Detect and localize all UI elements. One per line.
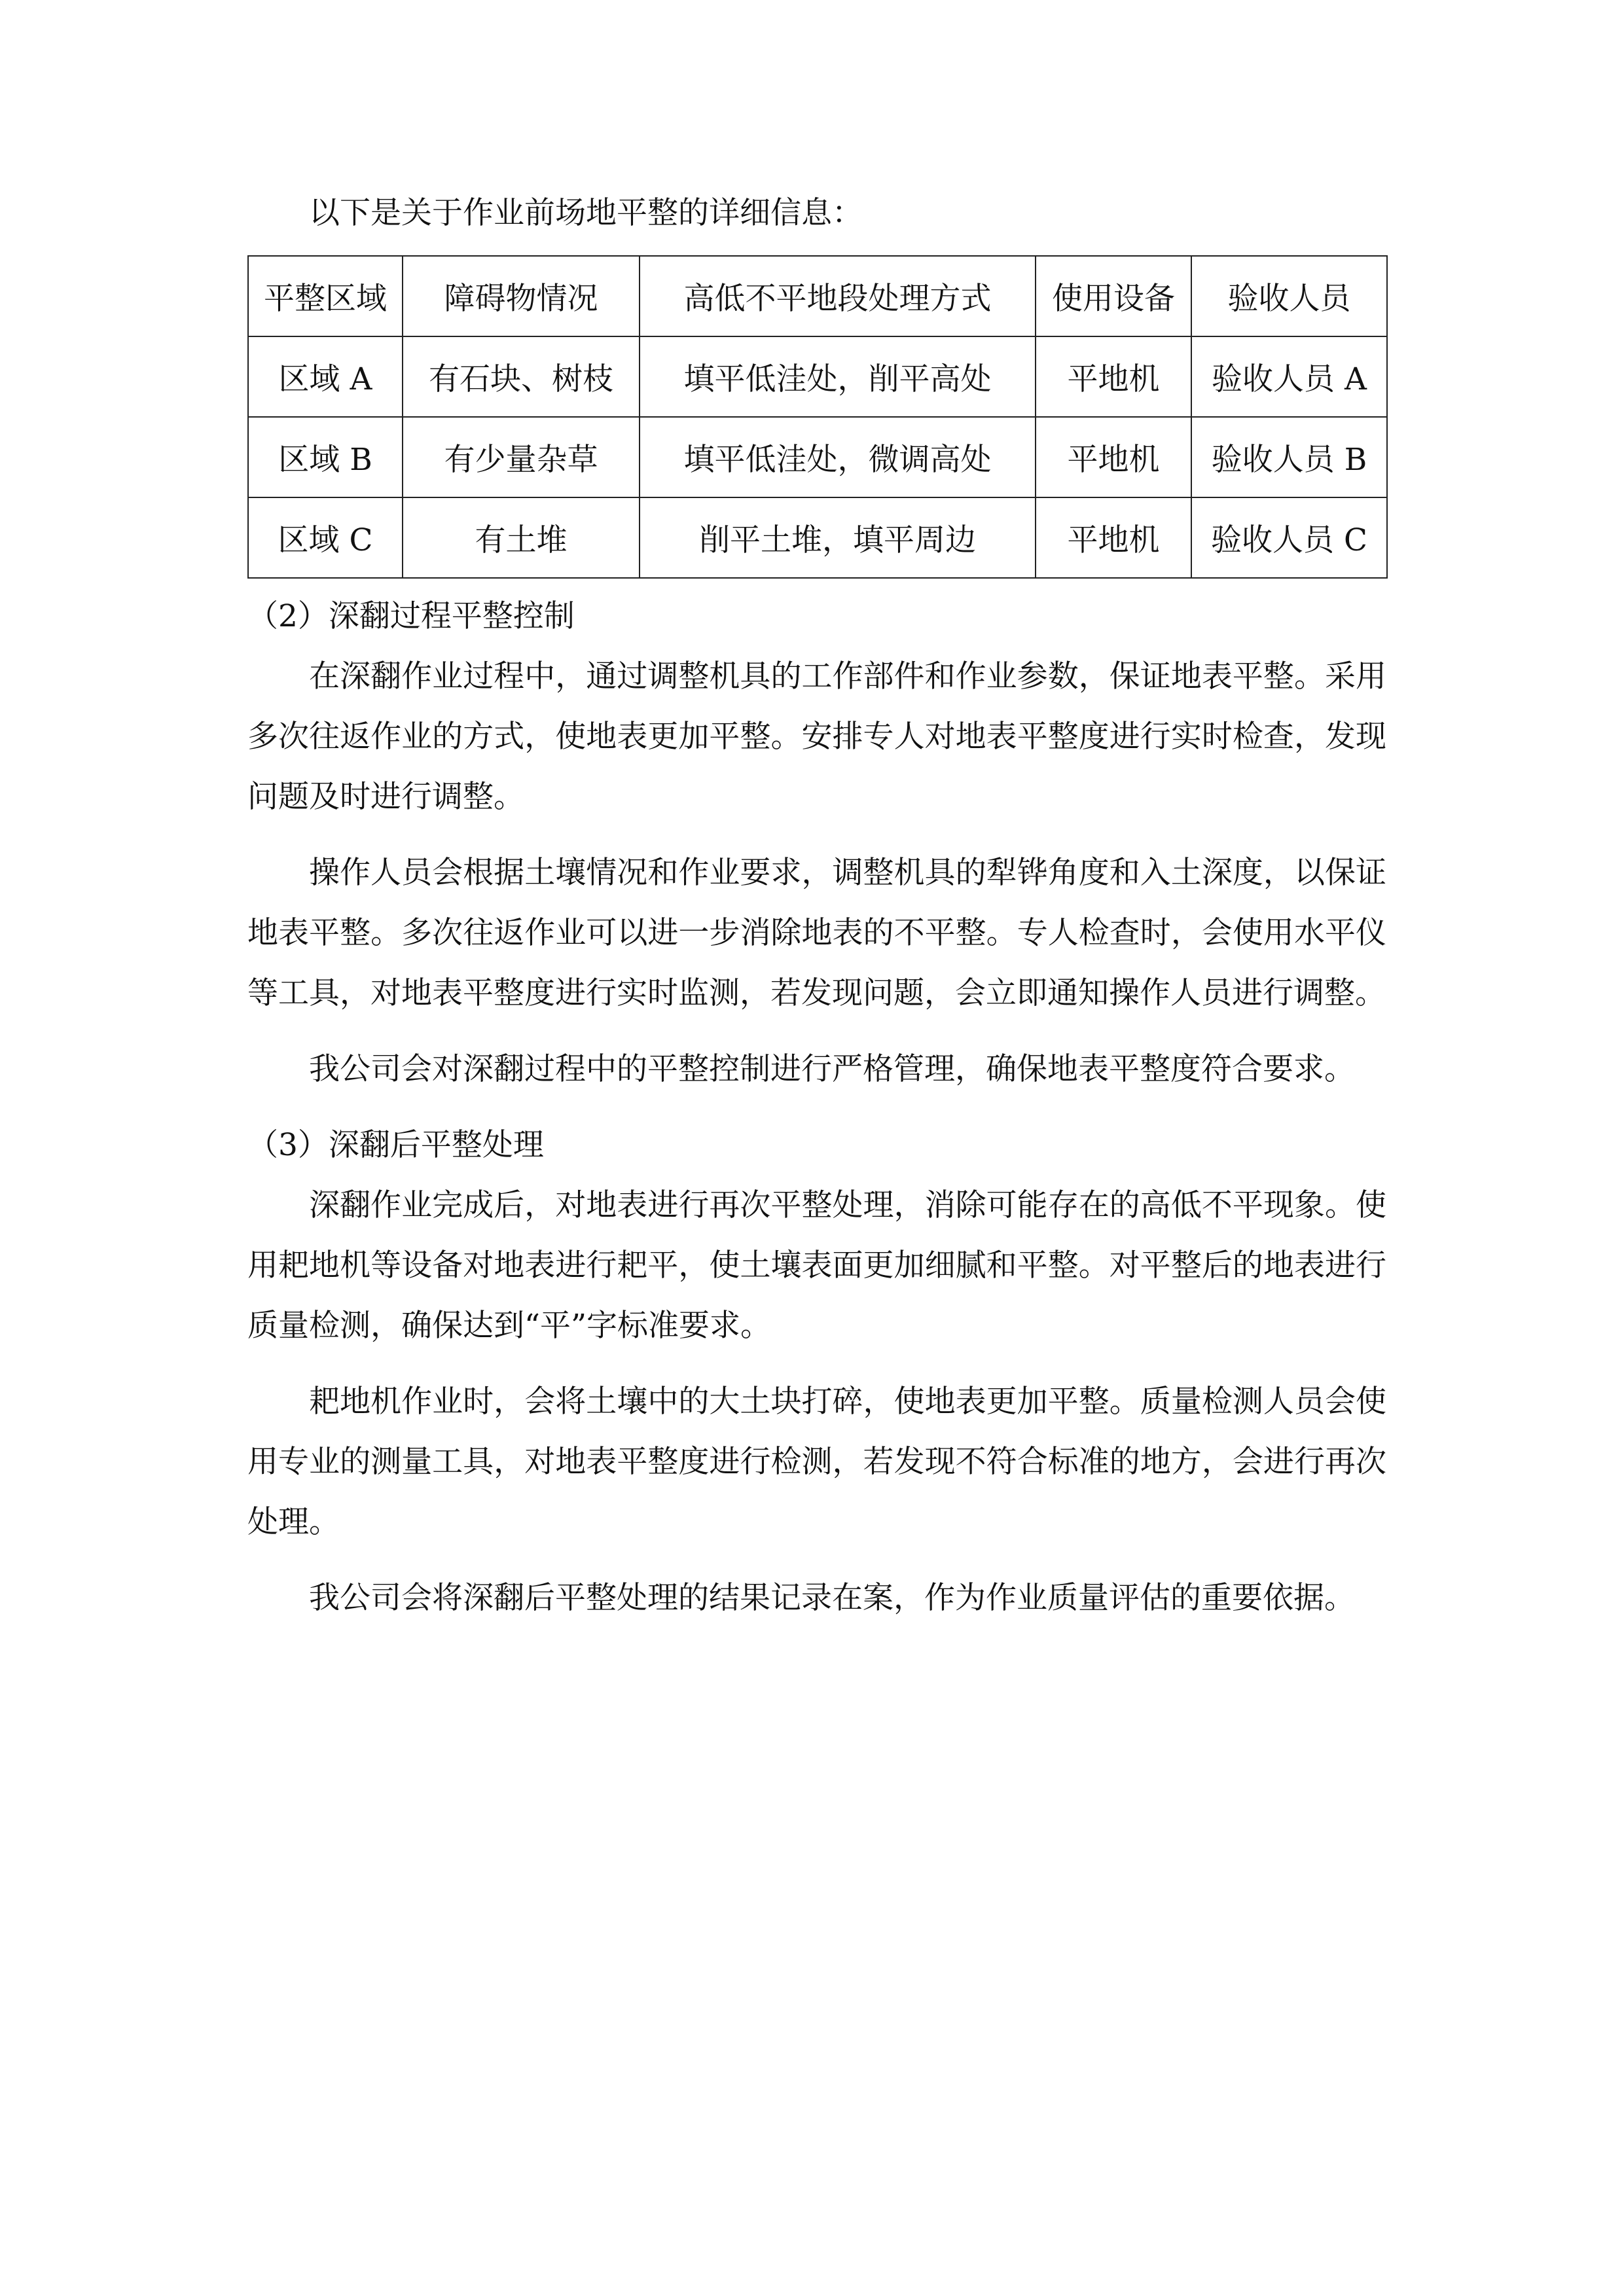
table-row [248,417,1387,497]
table-cell: 验收人员 B [1191,417,1387,497]
table-cell: 验收人员 C [1191,497,1387,578]
document-page [247,183,1386,1628]
section-3-paragraph: 我公司会将深翻后平整处理的结果记录在案，作为作业质量评估的重要依据。 [309,1580,1355,1616]
table-header-cell: 验收人员 [1191,256,1387,336]
table-cell: 有石块、树枝 [403,336,640,417]
table-cell: 区域 A [248,336,403,417]
table-cell: 平地机 [1036,336,1191,417]
section-3-paragraph: 耙地机作业时，会将土壤中的大土块打碎，使地表更加平整。质量检测人员会使用专业的测量工具，对地表平整度进行检测，若发现不符合标准的地方，会进行再次处理。 [247,1384,1386,1540]
table-header-cell: 平整区域 [248,256,403,336]
table-cell: 填平低洼处，削平高处 [640,336,1036,417]
section-3-paragraph: 深翻作业完成后，对地表进行再次平整处理，消除可能存在的高低不平现象。使用耙地机等设备对地表进行耙平，使土壤表面更加细腻和平整。对平整后的地表进行质量检测，确保达到“平”字标准要求。 [247,1187,1386,1344]
table-header-row [248,256,1387,336]
table-cell: 削平土堆，填平周边 [640,497,1036,578]
section-3-heading: （3）深翻后平整处理 [247,1127,544,1163]
table-cell: 平地机 [1036,497,1191,578]
table-cell: 验收人员 A [1191,336,1387,417]
table-cell: 填平低洼处，微调高处 [640,417,1036,497]
table-header-cell: 障碍物情况 [403,256,640,336]
table-cell: 平地机 [1036,417,1191,497]
table-row [248,497,1387,578]
table-header-cell: 使用设备 [1036,256,1191,336]
table-row [248,336,1387,417]
table-cell: 区域 C [248,497,403,578]
table-header-cell: 高低不平地段处理方式 [640,256,1036,336]
table-cell: 有土堆 [403,497,640,578]
intro-text: 以下是关于作业前场地平整的详细信息： [309,195,863,231]
section-2-paragraph: 操作人员会根据土壤情况和作业要求，调整机具的犁铧角度和入土深度，以保证地表平整。多次往返作业可以进一步消除地表的不平整。专人检查时，会使用水平仪等工具，对地表平整度进行实时监测，若发现问题，会立即通知操作人员进行调整。 [247,855,1386,1011]
section-2-heading: （2）深翻过程平整控制 [247,598,575,634]
table-cell: 有少量杂草 [403,417,640,497]
section-2-paragraph: 在深翻作业过程中，通过调整机具的工作部件和作业参数，保证地表平整。采用多次往返作业的方式，使地表更加平整。安排专人对地表平整度进行实时检查，发现问题及时进行调整。 [247,658,1386,815]
leveling-table [247,255,1388,579]
table-cell: 区域 B [248,417,403,497]
section-2-paragraph: 我公司会对深翻过程中的平整控制进行严格管理，确保地表平整度符合要求。 [309,1051,1355,1087]
